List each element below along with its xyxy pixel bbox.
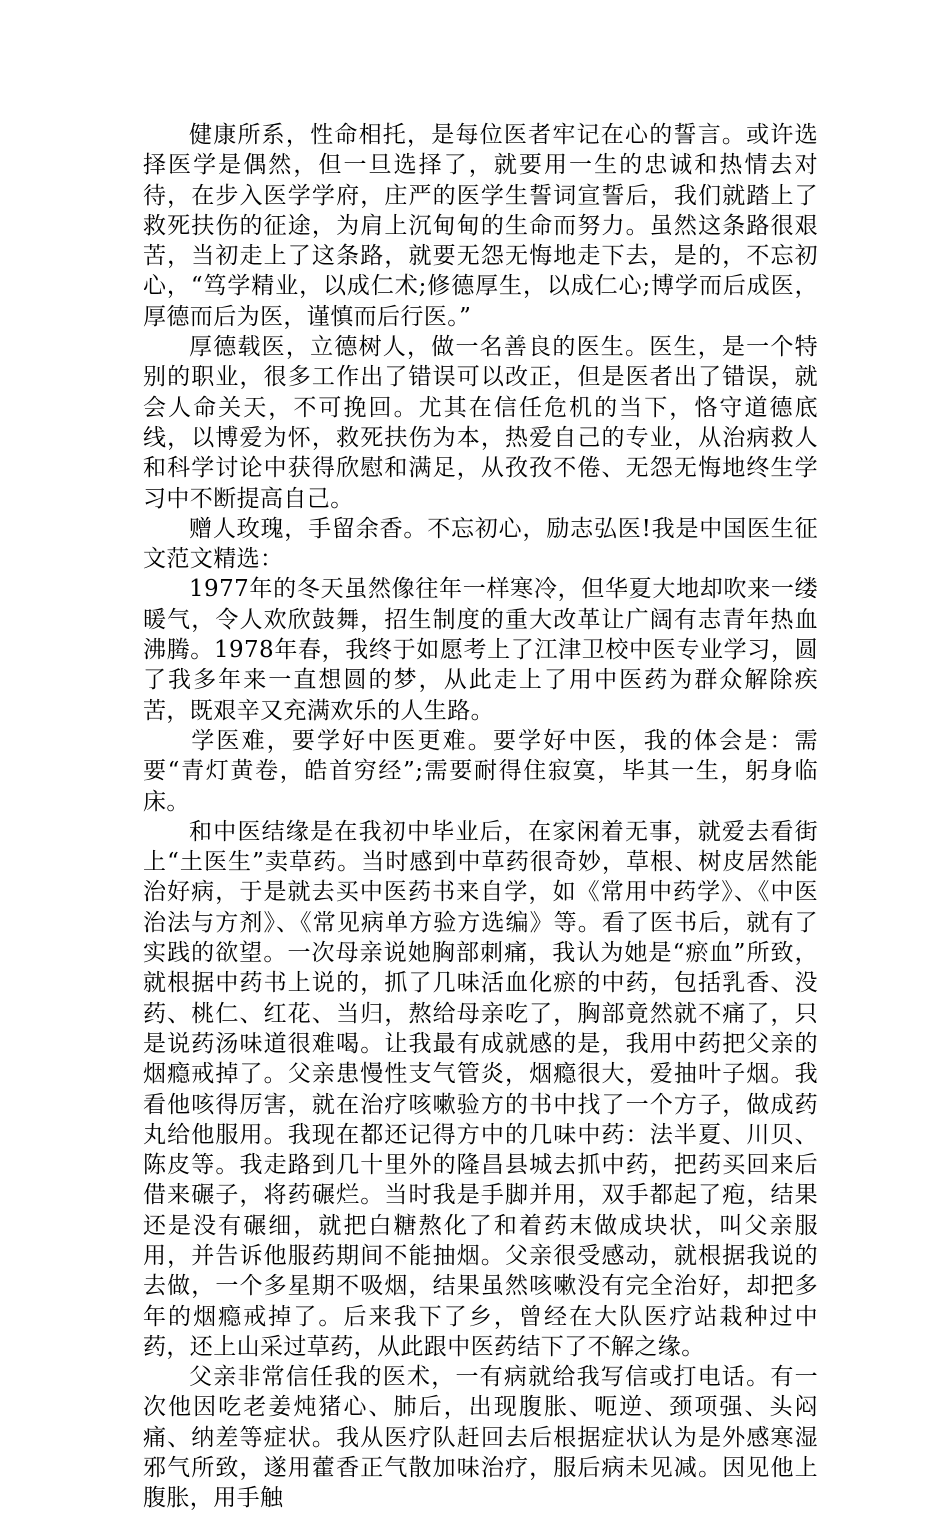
paragraph-father-trust: 父亲非常信任我的医术，一有病就给我写信或打电话。有一次他因吃老姜炖猪心、肺后，出现腹胀、呃逆、颈项强、头闷痛、纳差等症状。我从医疗队赶回去后根据症状认为是外感寒湿邪气所致，遂用藿香正气散加味治疗，服后病未见减。因见他上腹胀，用手触 [143, 1364, 818, 1512]
paragraph-origin-story: 和中医结缘是在我初中毕业后，在家闲着无事，就爱去看街上“土医生”卖草药。当时感到中草药很奇妙，草根、树皮居然能治好病，于是就去买中医药书来自学，如《常用中药学》、《中医治法与方剂》、《常见病单方验方选编》等。看了医书后，就有了实践的欲望。一次母亲说她胸部刺痛，我认为她是“瘀血”所致，就根据中药书上说的，抓了几味活血化瘀的中药，包括乳香、没药、桃仁、红花、当归，熬给母亲吃了，胸部竟然就不痛了，只是说药汤味道很难喝。让我最有成就感的是，我用中药把父亲的烟瘾戒掉了。父亲患慢性支气管炎，烟瘾很大，爱抽叶子烟。我看他咳得厉害，就在治疗咳嗽验方的书中找了一个方子，做成药丸给他服用。我现在都还记得方中的几味中药：法半夏、川贝、陈皮等。我走路到几十里外的隆昌县城去抓中药，把药买回来后借来碾子，将药碾烂。当时我是手脚并用，双手都起了疱，结果还是没有碾细，就把白糖熬化了和着药末做成块状，叫父亲服用，并告诉他服药期间不能抽烟。父亲很受感动，就根据我说的去做，一个多星期不吸烟，结果虽然咳嗽没有完全治好，却把多年的烟瘾戒掉了。后来我下了乡，曾经在大队医疗站栽种过中药，还上山采过草药，从此跟中医药结下了不解之缘。 [143, 818, 818, 1360]
paragraph-virtue: 厚德载医，立德树人，做一名善良的医生。医生，是一个特别的职业，很多工作出了错误可以改正，但是医者出了错误，就会人命关天，不可挽回。尤其在信任危机的当下，恪守道德底线，以博爱为怀，救死扶伤为本，热爱自己的专业，从治病救人和科学讨论中获得欣慰和满足，从孜孜不倦、无怨无悔地终生学习中不断提高自己。 [143, 334, 818, 512]
paragraph-1977: 1977年的冬天虽然像往年一样寒冷，但华夏大地却吹来一缕暖气，令人欢欣鼓舞，招生制度的重大改革让广阔有志青年热血沸腾。1978年春，我终于如愿考上了江津卫校中医专业学习，圆了我多年来一直想圆的梦，从此走上了用中医药为群众解除疾苦，既艰辛又充满欢乐的人生路。 [143, 576, 818, 724]
document-body [143, 120, 818, 1514]
paragraph-learning-difficulty: 学医难，要学好中医更难。要学好中医，我的体会是：需要“青灯黄卷，皓首穷经”;需要耐得住寂寞，毕其一生，躬身临床。 [143, 727, 818, 815]
paragraph-oath: 健康所系，性命相托，是每位医者牢记在心的誓言。或许选择医学是偶然，但一旦选择了，就要用一生的忠诚和热情去对待，在步入医学学府，庄严的医学生誓词宣誓后，我们就踏上了救死扶伤的征途，为肩上沉甸甸的生命而努力。虽然这条路很艰苦，当初走上了这条路，就要无怨无悔地走下去，是的，不忘初心，“笃学精业，以成仁术;修德厚生，以成仁心;博学而后成医，厚德而后为医，谨慎而后行医。” [143, 122, 818, 330]
paragraph-roses: 赠人玫瑰，手留余香。不忘初心，励志弘医!我是中国医生征文范文精选： [143, 515, 818, 573]
